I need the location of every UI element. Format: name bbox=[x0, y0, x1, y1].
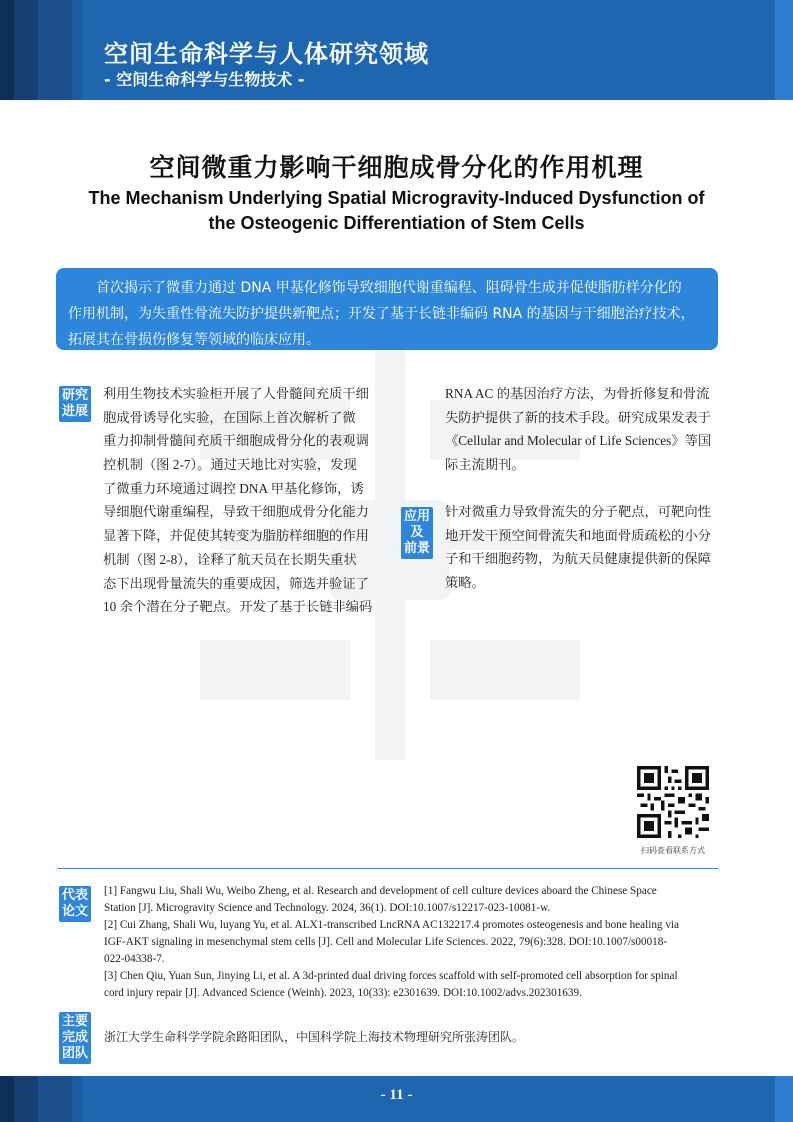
text-line: 地开发干预空间骨流失和地面骨质疏松的小分 bbox=[445, 527, 711, 543]
text-line: 针对微重力导致骨流失的分子靶点，可靶向性 bbox=[445, 504, 711, 519]
article-title-en-line: The Mechanism Underlying Spatial Microgravity-Induced Dysfunction of bbox=[88, 188, 705, 208]
text-line: 态下出现骨量流失的重要成因，筛选并验证了 bbox=[103, 575, 369, 591]
header-stripe bbox=[14, 0, 38, 100]
reference-line: [1] Fangwu Liu, Shali Wu, Weibo Zheng, et al. Research and development of cell culture devices aboard the Chinese Space bbox=[104, 885, 657, 897]
text-line: 导细胞代谢重编程，导致干细胞成骨分化能力 bbox=[103, 504, 369, 520]
reference-line: IGF-AKT signaling in mesenchymal stem cells [J]. Cell and Molecular Life Sciences. 2022, 79(6):328. DOI:10.1007/s00018- bbox=[104, 936, 668, 948]
article-title-en-line: the Osteogenic Differentiation of Stem Cells bbox=[208, 213, 585, 233]
text-line: 《Cellular and Molecular of Life Sciences》等国 bbox=[445, 433, 712, 449]
header-stripe bbox=[775, 0, 793, 100]
progress-tag bbox=[59, 386, 91, 422]
text-line: 失防护提供了新的技术手段。研究成果发表于 bbox=[445, 409, 711, 425]
text-line: 利用生物技术实验柜开展了人骨髓间充质干细 bbox=[103, 386, 369, 401]
tag-line: 前景 bbox=[403, 541, 430, 556]
summary-line: 首次揭示了微重力通过 DNA 甲基化修饰导致细胞代谢重编程、阻碍骨生成并促使脂肪样分化的 bbox=[96, 280, 682, 296]
progress-text bbox=[103, 382, 372, 619]
reference-list bbox=[104, 883, 718, 1002]
text-line: 际主流期刊。 bbox=[445, 457, 525, 473]
article-title-en bbox=[40, 186, 753, 236]
tag-line: 团队 bbox=[61, 1046, 88, 1061]
section-subtitle: - 空间生命科学与生物技术 - bbox=[104, 70, 305, 89]
text-line: RNA AC 的基因治疗方法，为骨折修复和骨流 bbox=[445, 386, 710, 401]
summary-line: 作用机制，为失重性骨流失防护提供新靶点；开发了基于长链非编码 RNA 的基因与干细胞治疗技术， bbox=[68, 306, 695, 322]
summary-box bbox=[56, 268, 718, 350]
reference-line: Station [J]. Microgravity Science and Technology. 2024, 36(1). DOI:10.1007/s12217-023-10081-w. bbox=[104, 902, 551, 914]
text-line: 重力抑制骨髓间充质干细胞成骨分化的表观调 bbox=[103, 433, 369, 449]
article-title-zh: 空间微重力影响干细胞成骨分化的作用机理 bbox=[149, 153, 644, 182]
text-line: 控机制（图 2-7）。通过天地比对实验，发现 bbox=[103, 457, 357, 473]
tag-line: 主要 bbox=[61, 1014, 88, 1029]
text-line: 胞成骨诱导化实验，在国际上首次解析了微 bbox=[103, 409, 356, 425]
team-text: 浙江大学生命科学学院余路阳团队，中国科学院上海技术物理研究所张涛团队。 bbox=[104, 1030, 525, 1044]
qr-code[interactable] bbox=[637, 766, 709, 838]
progress-text-continued bbox=[445, 382, 711, 477]
header-stripe bbox=[0, 0, 14, 100]
text-line: 子和干细胞药物，为航天员健康提供新的保障 bbox=[445, 551, 711, 567]
header-stripe bbox=[38, 0, 72, 100]
papers-tag bbox=[59, 886, 91, 922]
tag-line: 代表 bbox=[61, 888, 88, 903]
text-line: 策略。 bbox=[445, 575, 485, 591]
header-stripe bbox=[72, 0, 82, 100]
tag-line: 进展 bbox=[61, 404, 88, 419]
qr-caption: 扫码查看联系方式 bbox=[641, 846, 705, 855]
section-divider bbox=[58, 868, 718, 869]
text-line: 了微重力环境通过调控 DNA 甲基化修饰，诱 bbox=[103, 480, 364, 496]
tag-line: 研究 bbox=[61, 388, 88, 403]
team-tag bbox=[59, 1012, 91, 1064]
reference-line: cord injury repair [J]. Advanced Science (Weinh). 2023, 10(33): e2301639. DOI:10.1002/advs.202301639. bbox=[104, 987, 582, 999]
reference-line: [3] Chen Qiu, Yuan Sun, Jinying Li, et al. A 3d-printed dual driving forces scaffold with self-promoted cell absorption for spinal bbox=[104, 970, 678, 982]
section-title: 空间生命科学与人体研究领域 bbox=[104, 40, 429, 68]
text-line: 10 余个潜在分子靶点。开发了基于长链非编码 bbox=[103, 599, 373, 615]
application-tag bbox=[401, 507, 433, 559]
tag-line: 论文 bbox=[61, 904, 88, 919]
tag-line: 完成 bbox=[61, 1030, 88, 1045]
summary-line: 拓展其在骨损伤修复等领域的临床应用。 bbox=[68, 332, 320, 348]
text-line: 显著下降，并促使其转变为脂肪样细胞的作用 bbox=[103, 528, 369, 544]
application-text bbox=[445, 500, 711, 595]
page-number: - 11 - bbox=[380, 1087, 413, 1103]
reference-line: 022-04338-7. bbox=[104, 953, 165, 965]
text-line: 机制（图 2-8），诠释了航天员在长期失重状 bbox=[103, 551, 357, 567]
tag-line: 应用 bbox=[403, 509, 430, 524]
tag-line: 及 bbox=[410, 525, 424, 540]
reference-line: [2] Cui Zhang, Shali Wu, luyang Yu, et al. ALX1-transcribed LncRNA AC132217.4 promotes osteogenesis and bone healing via bbox=[104, 919, 679, 931]
